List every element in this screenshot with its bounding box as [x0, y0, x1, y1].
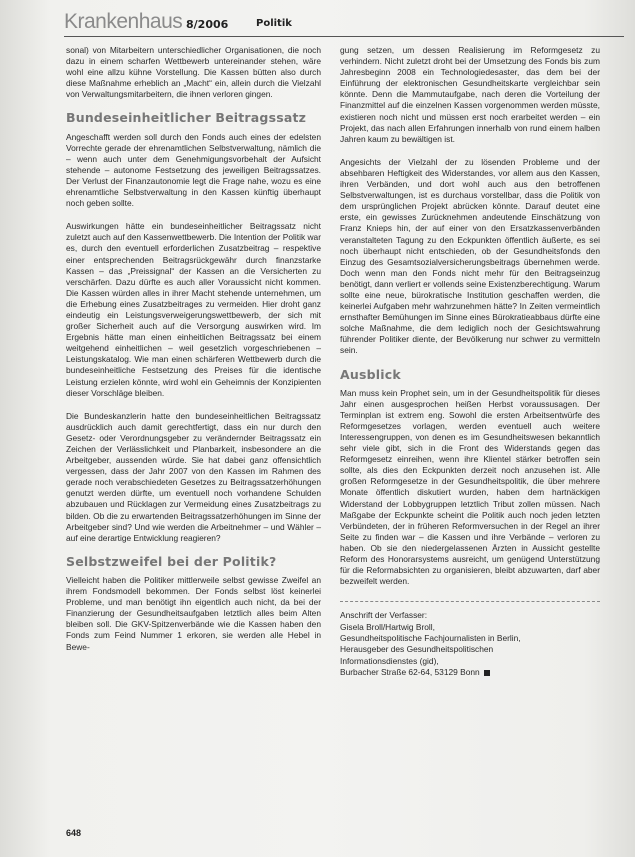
heading-selbstzweifel: Selbstzweifel bei der Politik?: [66, 553, 277, 569]
paragraph: Man muss kein Prophet sein, um in der Gesundheitspolitik für dieses Jahr einen ausgesprochen heißen Herbst voraussusagen. Der Terminplan ist extrem eng. Sowohl die ersten Arbeitsentwürfe des Reformgesetzes vorlagen, werden eventuell auch weitere Interessengruppen, von denen es im Gesundheitswesen bekanntlich sehr viele gibt, sich in die Front des Widerstands gegen das Reformgesetz einreihen, wenn ihre Klientel stärker betroffen sein sollte, als dies den Eckpunkten derzeit noch anzusehen ist. Alle großen Reformgesetze in der Gesundheitspolitik, die über mehrere Monate öffentlich diskutiert wurden, haben dem hartnäckigen Widerstand der Lobbygruppen letztlich Tribut zollen müssen. Nach Maßgabe der Eckpunkte scheint die Politik auch noch jeden letzten Verbündeten, der in früheren Reformversuchen in der Regel an ihrer Seite zu finden war – die Kassen und ihre Verbände – verloren zu haben. Ob sie den niedergelassenen Ärzten in Aussicht gestellte Reform des Honorarsystems ausreicht, um genügend Unterstützung für die Reformabsichten zu organisieren, bleibt abzuwarten, darf aber bezweifelt werden.: [340, 387, 600, 587]
paragraph: Angeschafft werden soll durch den Fonds auch eines der edelsten Vorrechte gerade der ehrenamtlichen Selbstverwaltung, nämlich die – wenn auch unter dem Genehmigungsvorbehalt der Aufsicht stehende – autonome Festsetzung des jeweiligen Beitragssatzes. Der Verlust der Finanzautonomie legt die Frage nahe, wozu es eine ehrenamtliche Selbstverwaltung in den Kassen künftig überhaupt noch geben sollte.: [66, 131, 321, 209]
section-label: Politik: [256, 18, 292, 29]
paragraph: Vielleicht haben die Politiker mittlerweile selbst gewisse Zweifel an ihrem Fondsmodell bekommen. Der Fonds selbst löst keinerlei Probleme, und man benötigt ihn eigentlich auch nicht, da bei der Finanzierung der Gesundheitsaufgaben letztlich alles beim Alten bleiben soll. Die GKV-Spitzenverbände wie die Kassen haben den Fonds zum Feind Nummer 1 erkoren, sie werden alle Hebel in Bewe-: [66, 574, 321, 652]
right-column: [340, 45, 600, 678]
paragraph: Die Bundeskanzlerin hatte den bundeseinheitlichen Beitragssatz ausdrücklich auch damit gerechtfertigt, dass ein nur durch den Gesetz- oder Verordnungsgeber zu verändernder Beitragssatz ein Zeichen der Verlässlichkeit und Planbarkeit, insbesondere an die Arbeitgeber, aussenden würde. Sie hat dabei ganz offensichtlich vergessen, dass der Jahr 2007 von den Kassen im Rahmen des gerade noch verabschiedeten Gesetzes zu Beitragssatzerhöhungen genutzt werden dürfte, um eventuell noch vorhandene Schulden abzubauen und Rücklagen zur Vermeidung eines Zusatzbeitrags zu bilden. Ob die zu erwartenden Beitragssatzerhöhungen im Sinne der Arbeitgeber sind? Und wie werden die Arbeitnehmer – und Wähler – auf eine derartige Entwicklung reagieren?: [66, 410, 321, 543]
address-line: Gesundheitspolitische Fachjournalisten in Berlin,: [340, 632, 521, 643]
address-line: Herausgeber des Gesundheitspolitischen: [340, 644, 494, 655]
divider: [340, 601, 600, 602]
end-mark-icon: [484, 670, 490, 676]
heading-ausblick: Ausblick: [340, 366, 401, 382]
page-number: 648: [66, 828, 82, 838]
paragraph: sonal) von Mitarbeitern unterschiedlicher Organisationen, die noch dazu in einem scharfen Wettbewerb untereinander stehen, wäre wohl eine allzu kühne Vorstellung. Die Kassen bütten also durch diese Maßnahme erheblich an „Macht“ ein, allein durch die Vielzahl von Verwaltungsmitarbeitern, die ihnen verloren gingen.: [66, 45, 321, 100]
issue-number: 8/2006: [186, 18, 229, 31]
heading-beitragssatz: Bundeseinheitlicher Beitragssatz: [66, 110, 307, 126]
address-line: Informationsdienstes (gid),: [340, 655, 439, 666]
author-address: [340, 610, 600, 678]
left-column: [66, 45, 321, 659]
address-line: Anschrift der Verfasser:: [340, 610, 428, 621]
address-line: Gisela Broll/Hartwig Broll,: [340, 621, 435, 632]
paragraph: gung setzen, um dessen Realisierung im Reformgesetz zu verhindern. Nicht zuletzt droht bei der Umsetzung des Fonds bis zum Jahresbeginn 2008 ein Technologiedesaster, das dem bei der Einführung der elektronischen Gesundheitskarte vergleichbar sein könnte. Denn die Mammutaufgabe, nach deren die Vorteilung der Finanzmittel auf die einzelnen Kassen vorgenommen werden müsste, existieren noch nicht und müssen erst noch erarbeitet werden – ein Projekt, das nach allen Erfahrungen innerhalb von rund einem halben Jahren kaum zu bewältigen ist.: [340, 45, 600, 144]
journal-title: Krankenhaus: [64, 10, 183, 33]
address-street: Burbacher Straße 62-64, 53129 Bonn: [340, 666, 480, 677]
paragraph: Auswirkungen hätte ein bundeseinheitlicher Beitragssatz nicht zuletzt auch auf den Kassenwettbewerb. Die Intention der Politik war es, durch den eventuell erforderlichen Zusatzbeitrag – respektive einer entsprechenden Beitragsrückgewähr durch finanzstarke Kassen – das „Preissignal“ der Kassen an die Versicherten zu verschärfen. Dazu dürfte es auch aller Voraussicht nicht kommen. Die Kassen würden alles in ihrer Macht stehende unternehmen, um die Erhebung eines Zusatzbeitrages zu vermeiden. Hier droht ganz eindeutig ein Leistungsverweigerungswettbewerb, der sich mit großer Sicherheit auch auf die Versorgung auswirken wird. Im Ergebnis hätte man einen einheitlichen Beitragssatz bei einem weitgehend einheitlichen – weil gesetzlich vorgeschriebenen – Leistungskatalog. Wie man einen schärferen Wettbewerb durch die bundeseinheitliche Festsetzung des Preises für die identische Leistung erzielen könnte, wird wohl ein Geheimnis der Konzipienten dieser Vorschläge bleiben.: [66, 221, 321, 398]
paragraph: Angesichts der Vielzahl der zu lösenden Probleme und der absehbaren Heftigkeit des Widerstandes, vor allem aus den Kassen, ihren Verbänden, und dort wohl auch aus den betroffenen Selbstverwaltungen, ist es durchaus vorstellbar, dass die Politik von dem ursprünglichen Projekt abrücken könnte. Darauf deutet eine erste, ein gewisses Zurücknehmen andeutende Einschätzung von Franz Knieps hin, der auf einer von den Ersatzkassenverbänden veranstalteten Tagung zu den Eckpunkten öffentlich äußerte, es sei noch überhaupt nicht entschieden, ob der Gesundheitsfonds den Einzug des Gesamtsozialversicherungsbeitrags übernehmen werde. Doch wenn man den Fonds nicht mehr für den Beitragseinzug benötigt, dann verliert er vollends seine Existenzberechtigung. Warum sollte eine neue, bürokratische Institution geschaffen werden, die keinerlei Aufgaben mehr wahrzunehmen hätte? In Zeiten vermeintlich ernsthafter Bemühungen im Sinne eines Bürokratieabbaus dürfte eine solche Maßnahme, die dem lediglich noch der Gesichtswahrung führender Politiker diente, der Bevölkerung nur schwer zu vermitteln sein.: [340, 156, 600, 356]
address-line: [340, 667, 600, 678]
page-header: [64, 10, 624, 37]
